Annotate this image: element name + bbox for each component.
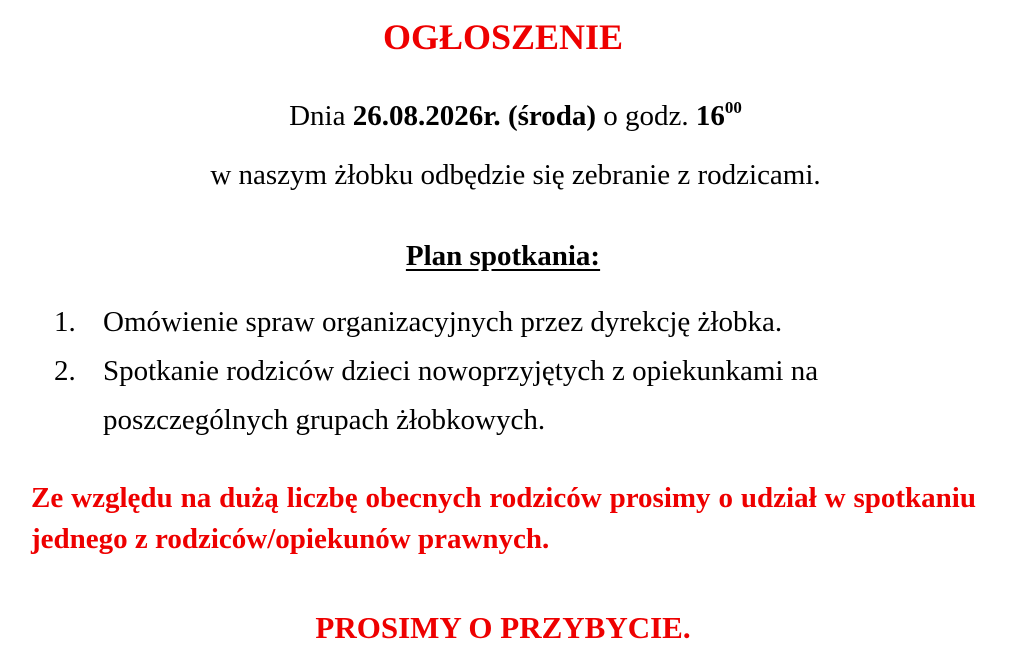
meeting-description: w naszym żłobku odbędzie się zebranie z rodzicami. [210, 159, 821, 191]
announcement-title: OGŁOSZENIE [382, 17, 624, 57]
list-item-number: 2. [54, 355, 76, 387]
meeting-date-line [0, 96, 1031, 140]
meeting-date: 26.08.2026r. [352, 100, 501, 132]
list-item-text: Omówienie spraw organizacyjnych przez dyrekcję żłobka. [103, 306, 783, 338]
meeting-hour: 16 [695, 100, 725, 132]
list-item [0, 298, 1031, 347]
plan-heading-text: Plan spotkania: [405, 240, 601, 272]
meeting-minutes: 00 [724, 98, 742, 117]
list-item-number: 1. [54, 306, 76, 338]
date-prefix: Dnia [289, 100, 346, 132]
list-item [0, 347, 1031, 445]
closing-request: PROSIMY O PRZYBYCIE. [315, 610, 691, 645]
list-item-text: Spotkanie rodziców dzieci nowoprzyjętych z opiekunkami na poszczególnych grupach żłobkowych. [103, 355, 819, 436]
attendance-notice: Ze względu na dużą liczbę obecnych rodziców prosimy o udział w spotkaniu jednego z rodziców/opiekunów prawnych. [31, 482, 976, 555]
meeting-weekday: (środa) [507, 100, 597, 132]
time-prefix: o godz. [603, 100, 689, 132]
plan-heading [0, 236, 1006, 276]
plan-list [0, 298, 1031, 445]
